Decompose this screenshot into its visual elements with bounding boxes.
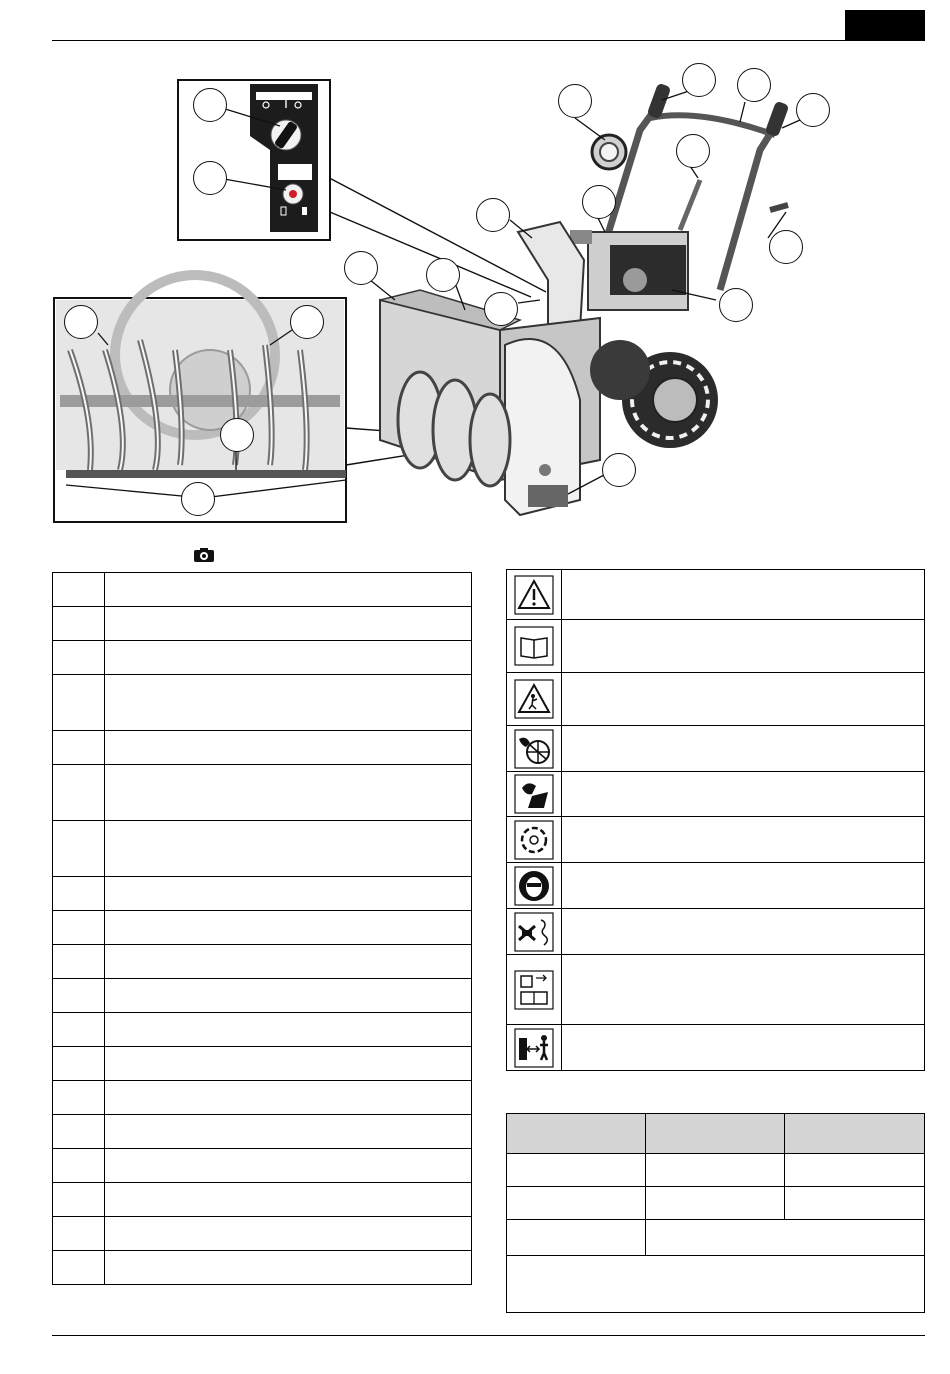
table-row	[53, 764, 471, 820]
table-row	[507, 771, 924, 816]
thrown-objects-icon	[507, 673, 562, 725]
callout-headlight	[558, 84, 592, 118]
callout-left-handle	[682, 63, 716, 97]
footer-rule	[52, 1335, 925, 1336]
callout-right-handle	[796, 93, 830, 127]
table-row	[53, 1114, 471, 1148]
disconnect-spark-plug-icon	[507, 955, 562, 1024]
table-row	[507, 1024, 924, 1070]
callout-auger	[64, 305, 98, 339]
read-manual-icon	[507, 620, 562, 672]
table-row	[53, 640, 471, 674]
no-hands-chute-icon	[507, 909, 562, 954]
table-row	[507, 816, 924, 862]
table-row	[53, 944, 471, 978]
callout-discharge-chute	[484, 292, 518, 326]
table-row	[53, 1080, 471, 1114]
table-row	[507, 862, 924, 908]
camera-icon	[194, 548, 214, 562]
table-row	[53, 876, 471, 910]
face-protection-icon	[507, 863, 562, 908]
table-row	[507, 725, 924, 771]
table-row	[53, 1250, 471, 1284]
callout-scraper-bar	[181, 482, 215, 516]
table-row	[53, 1046, 471, 1080]
spec-table	[506, 1113, 925, 1313]
callout-handlebar	[737, 68, 771, 102]
table-row	[53, 606, 471, 640]
table-row	[53, 730, 471, 764]
hand-impeller-hazard-icon	[507, 772, 562, 816]
callout-impeller	[290, 305, 324, 339]
table-row	[53, 1216, 471, 1250]
table-row	[507, 570, 924, 619]
table-row	[53, 1148, 471, 1182]
callout-scraper	[426, 258, 460, 292]
callout-skid-shoe	[602, 453, 636, 487]
table-row	[507, 1219, 924, 1255]
parts-table	[52, 572, 472, 1285]
callout-chute-crank	[676, 134, 710, 168]
table-row	[53, 978, 471, 1012]
table-row	[507, 1153, 924, 1186]
callout-shear-bolt	[220, 418, 254, 452]
hand-auger-hazard-icon	[507, 726, 562, 771]
callout-drive-lever	[769, 230, 803, 264]
table-row	[507, 619, 924, 672]
table-row	[53, 820, 471, 876]
table-row	[53, 1182, 471, 1216]
safety-symbols-table	[506, 569, 925, 1071]
table-row	[507, 1255, 924, 1312]
callout-primer-button	[193, 161, 227, 195]
callout-deflector	[476, 198, 510, 232]
callout-engine	[719, 288, 753, 322]
snowblower-illustration	[0, 0, 950, 560]
table-header-row	[507, 1114, 924, 1153]
table-row	[507, 954, 924, 1024]
table-row	[507, 908, 924, 954]
warning-triangle-icon	[507, 570, 562, 619]
table-row	[507, 672, 924, 725]
rotating-blade-icon	[507, 817, 562, 862]
table-row	[507, 1186, 924, 1219]
table-row	[53, 910, 471, 944]
callout-fuel-cap	[582, 185, 616, 219]
table-row	[53, 674, 471, 730]
table-row	[53, 573, 471, 606]
table-row	[53, 1012, 471, 1046]
callout-control-knob	[193, 88, 227, 122]
keep-distance-icon	[507, 1025, 562, 1070]
callout-housing	[344, 251, 378, 285]
